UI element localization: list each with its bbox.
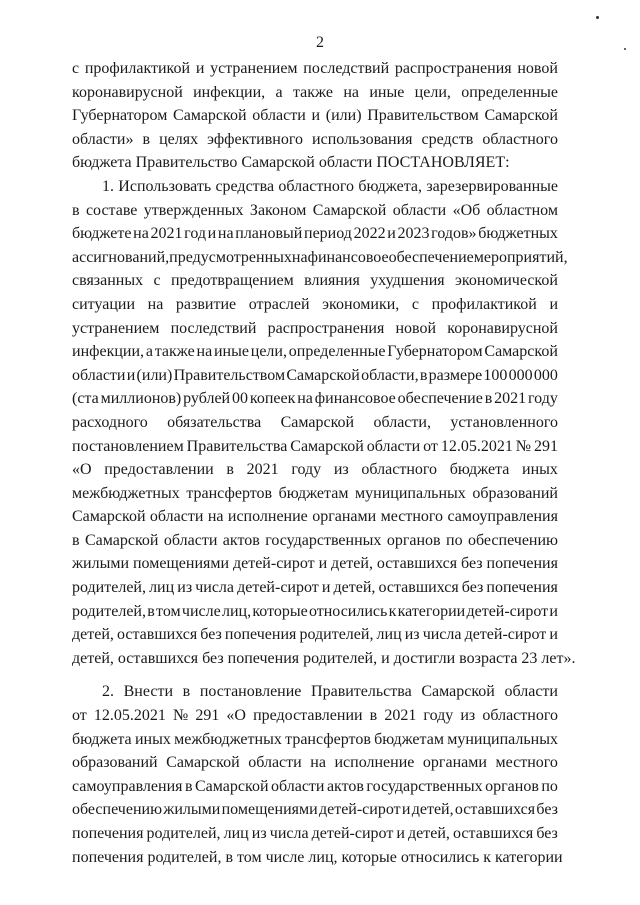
text-line	[72, 57, 558, 81]
word: обеспечение	[397, 390, 483, 408]
word: предоставлении	[253, 707, 363, 725]
word: предусмотренных	[169, 248, 292, 266]
word: попечения	[224, 626, 297, 644]
text-line	[72, 552, 558, 576]
text-line	[72, 728, 558, 752]
word: распространения	[267, 319, 385, 337]
word: также	[154, 343, 195, 361]
word: размере	[428, 366, 483, 384]
word: которые	[252, 602, 308, 620]
word: влияния	[304, 272, 360, 290]
word: оставшихся	[116, 626, 198, 644]
word: числе	[181, 602, 221, 620]
word: лиц	[223, 825, 249, 842]
word: Самарской	[484, 107, 558, 125]
word: эффективного	[207, 130, 304, 148]
word: цели,	[414, 83, 451, 101]
page-number: 2	[316, 34, 324, 51]
word: 12.05.2021	[440, 437, 513, 455]
word: области,	[361, 366, 419, 384]
word: «О	[226, 707, 246, 725]
word: местного	[495, 754, 558, 772]
text-line	[72, 411, 558, 435]
word: новой	[517, 60, 558, 77]
text-line	[72, 505, 558, 529]
text-line	[72, 751, 558, 775]
text-line	[72, 104, 558, 128]
text-line	[72, 529, 558, 553]
word: обеспечению	[467, 531, 558, 549]
word: обеспечению	[72, 801, 163, 819]
word: лиц	[149, 579, 175, 597]
text-line	[72, 317, 558, 341]
word: году	[291, 461, 322, 479]
word: жилыми	[72, 555, 130, 573]
word: по	[541, 777, 558, 795]
word: (или)	[136, 366, 173, 384]
word: 2021	[246, 461, 279, 479]
word: новой	[395, 319, 437, 337]
word: году	[528, 390, 558, 408]
text-line	[72, 199, 558, 223]
word: детей,	[411, 801, 454, 819]
word: определенные	[461, 83, 558, 101]
paragraph-intro	[72, 57, 558, 175]
word: 2023	[397, 225, 430, 243]
word: установленного	[450, 413, 558, 431]
word: (ста	[72, 390, 99, 408]
word: образований	[72, 754, 158, 772]
word: органов	[386, 531, 441, 549]
text-line	[72, 246, 568, 270]
word: 2021	[494, 390, 527, 408]
word: от	[72, 707, 87, 725]
text-line	[72, 458, 558, 482]
word: Самарской	[72, 508, 146, 526]
word: отраслей	[248, 295, 310, 313]
word: Самарской	[280, 413, 355, 431]
text-line	[72, 269, 558, 293]
word: и	[401, 801, 411, 819]
word: утвержденных	[143, 201, 244, 219]
word: области	[72, 366, 126, 384]
word: Самарской	[312, 201, 387, 219]
word: областного	[361, 461, 438, 479]
word: числа	[195, 579, 235, 597]
word: Законом	[249, 201, 307, 219]
word: а	[275, 83, 283, 101]
word: исполнение	[334, 754, 415, 772]
word: муниципальных	[355, 484, 466, 502]
word: профилактикой	[431, 295, 537, 313]
text-line	[72, 222, 558, 246]
word: Самарской	[484, 343, 558, 361]
word: том	[156, 602, 181, 620]
word: из	[460, 707, 476, 725]
word: области	[366, 437, 421, 455]
word: №	[172, 707, 189, 725]
word: бюджетам	[374, 730, 444, 748]
word: органов	[485, 777, 539, 795]
word: и	[207, 225, 217, 243]
word: детей-сирот	[311, 825, 394, 842]
text-line: бюджета Правительство Самарской области ПОСТАНОВЛЯЕТ:	[72, 154, 510, 172]
text-line	[72, 340, 558, 364]
word: цели,	[250, 343, 287, 361]
word: без	[536, 801, 558, 819]
word: образований	[472, 484, 558, 502]
word: оставшихся	[378, 579, 459, 597]
word: детей,	[333, 579, 376, 597]
word: числа	[269, 825, 309, 842]
word: год	[184, 225, 206, 243]
text-line	[72, 576, 558, 600]
word: лиц,	[221, 602, 252, 620]
word: использования	[312, 130, 413, 148]
word: в	[142, 130, 151, 148]
word: инфекции,	[72, 343, 145, 361]
word: и	[195, 60, 205, 77]
word: экономики,	[322, 295, 400, 313]
word: области	[163, 531, 218, 549]
word: на	[133, 225, 149, 243]
word: с	[72, 60, 80, 77]
word: муниципальных	[447, 730, 558, 748]
text-line	[72, 482, 558, 506]
document-body	[72, 57, 576, 869]
word: оставшихся	[454, 801, 536, 819]
word: области	[252, 107, 306, 125]
word: 2021	[384, 707, 417, 725]
word: с	[153, 272, 161, 290]
scan-speck	[596, 16, 599, 19]
word: а	[145, 343, 153, 361]
word: областного	[278, 177, 355, 195]
word: Использовать	[118, 177, 212, 195]
word: средств	[421, 130, 474, 148]
word: области	[504, 683, 558, 701]
word: иных	[522, 461, 558, 479]
word: самоуправления	[72, 777, 183, 795]
word: предотвращением	[170, 272, 294, 290]
word: области	[270, 777, 325, 795]
word: трансфертов	[186, 484, 273, 502]
word: в	[226, 461, 234, 479]
word: Самарской	[166, 754, 240, 772]
word: также	[292, 83, 333, 101]
word: 00	[231, 390, 248, 408]
word: попечения	[486, 579, 558, 597]
word: на	[196, 343, 213, 361]
word: межбюджетных	[72, 484, 180, 502]
word: плановый	[235, 225, 303, 243]
word: иных	[134, 730, 171, 748]
word: бюджета	[449, 461, 510, 479]
word: трансфертов	[285, 730, 371, 748]
word: 291	[534, 437, 558, 455]
word: 2022	[353, 225, 386, 243]
word: Правительством	[367, 107, 479, 125]
word: Правительством	[173, 366, 286, 384]
word: Самарской	[286, 366, 360, 384]
text-line	[72, 680, 558, 704]
word: области»	[72, 130, 134, 148]
word: Губернатором	[72, 107, 168, 125]
word: 291	[195, 707, 220, 725]
word: иные	[213, 343, 249, 361]
word: оставшихся	[376, 555, 458, 573]
word: миллионов)	[100, 390, 182, 408]
word: по	[446, 531, 463, 549]
paragraph-item-2	[72, 680, 563, 869]
word: из	[404, 626, 420, 644]
word: связанных	[72, 272, 144, 290]
word: и	[549, 295, 558, 313]
word: и	[311, 107, 321, 125]
text-line: детей, оставшихся без попечения родителей, и достигли возраста 23 лет».	[72, 649, 576, 667]
word: без	[461, 555, 483, 573]
word: относились	[308, 602, 388, 620]
word: зарезервированные	[426, 177, 558, 195]
text-line	[72, 364, 558, 388]
word: в	[72, 201, 80, 219]
text-line	[72, 175, 558, 199]
word: финансовое	[307, 248, 389, 266]
word: числа	[422, 626, 462, 644]
word: в	[369, 707, 378, 725]
word: в	[72, 531, 80, 549]
word: и	[387, 225, 396, 243]
word: детей,	[331, 555, 373, 573]
word: в	[184, 777, 193, 795]
word: в	[419, 366, 428, 384]
word: органами	[422, 754, 487, 772]
word: Самарской	[84, 531, 159, 549]
word: Внести	[123, 683, 174, 701]
word: государственных	[265, 531, 382, 549]
word: на	[310, 754, 326, 772]
word: 000	[508, 366, 533, 384]
word: распространения	[394, 60, 512, 77]
word: ситуации	[72, 295, 136, 313]
word: исполнение	[227, 508, 308, 526]
word: определенные	[288, 343, 386, 361]
word: на	[147, 295, 164, 313]
word: родителей,	[72, 602, 146, 620]
word: детей-сирот	[232, 555, 315, 573]
word: 2021	[150, 225, 183, 243]
word: и	[396, 825, 405, 842]
word: областном	[486, 201, 558, 219]
word: без	[536, 825, 558, 842]
word: и	[126, 366, 136, 384]
word: области	[248, 754, 302, 772]
word: органами	[312, 508, 377, 526]
word: из	[333, 461, 349, 479]
word: Самарской	[173, 107, 247, 125]
word: целях	[159, 130, 199, 148]
word: к	[388, 602, 397, 620]
word: и	[549, 626, 558, 644]
word: на	[207, 508, 224, 526]
word: устранением	[72, 319, 160, 337]
word: коронавирусной	[72, 83, 183, 101]
word: области,	[373, 413, 431, 431]
word: последствий	[170, 319, 257, 337]
text-line	[72, 81, 558, 105]
word: категории	[397, 602, 466, 620]
word: коронавирусной	[447, 319, 558, 337]
word: помещениями	[132, 555, 230, 573]
word: инфекции,	[193, 83, 266, 101]
word: бюджете	[72, 225, 132, 243]
word: №	[515, 437, 532, 455]
text-line	[72, 623, 558, 647]
word: из	[251, 825, 267, 842]
word: годов»	[431, 225, 477, 243]
word: от	[423, 437, 438, 455]
text-line	[72, 387, 558, 411]
word: Самарской	[290, 437, 364, 455]
text-line	[72, 128, 558, 152]
word: на	[291, 248, 308, 266]
word: на	[217, 225, 234, 243]
word: финансовое	[314, 390, 396, 408]
word: «Об	[452, 201, 481, 219]
word: составе	[85, 201, 138, 219]
word: из	[177, 579, 193, 597]
word: Губернатором	[387, 343, 483, 361]
word: устранением	[210, 60, 298, 77]
word: без	[461, 579, 484, 597]
word: и	[318, 555, 328, 573]
word: области	[392, 201, 447, 219]
word: бюджета	[72, 730, 132, 748]
word: профилактикой	[84, 60, 191, 77]
word: рублей	[183, 390, 231, 408]
word: ухудшения	[370, 272, 445, 290]
word: 100	[483, 366, 508, 384]
word: областного	[482, 130, 558, 148]
word: попечения	[486, 555, 558, 573]
word: детей-сирот	[237, 579, 319, 597]
word: (или)	[325, 107, 362, 125]
text-line: попечения родителей, в том числе лиц, которые относились к категории	[72, 848, 563, 866]
text-line	[72, 775, 558, 799]
word: бюджета,	[358, 177, 423, 195]
word: актов	[326, 777, 364, 795]
word: бюджетных	[478, 225, 558, 243]
word: постановление	[199, 683, 302, 701]
word: детей,	[408, 825, 450, 842]
word: ассигнований,	[72, 248, 170, 266]
text-line	[72, 798, 558, 822]
text-line	[72, 435, 558, 459]
word: Самарской	[421, 683, 495, 701]
word: самоуправления	[447, 508, 558, 526]
word: межбюджетных	[174, 730, 282, 748]
word: попечения	[72, 825, 144, 842]
word: и	[549, 602, 558, 620]
word: местного	[380, 508, 444, 526]
word: оставшихся	[453, 825, 534, 842]
word: с	[411, 295, 419, 313]
text-line	[72, 704, 558, 728]
word: детей-сирот	[466, 602, 549, 620]
word: детей-сирот	[318, 801, 401, 819]
word: 000	[533, 366, 558, 384]
word: Самарской	[195, 777, 269, 795]
word: Правительства	[311, 683, 412, 701]
word: последствий	[303, 60, 390, 77]
word: году	[423, 707, 454, 725]
text-line	[72, 293, 558, 317]
word: предоставлении	[104, 461, 214, 479]
text-line	[72, 600, 558, 624]
word: расходного	[72, 413, 148, 431]
paragraph-item-1	[72, 175, 576, 670]
text-line	[72, 822, 558, 846]
word: обеспечение	[388, 248, 474, 266]
word: бюджетам	[278, 484, 349, 502]
word: средства	[215, 177, 275, 195]
word: и	[321, 579, 331, 597]
word: в	[147, 602, 155, 620]
word: областного	[482, 707, 558, 725]
word: развитие	[175, 295, 237, 313]
word: 1.	[102, 177, 114, 195]
word: мероприятий,	[473, 248, 568, 266]
word: обязательства	[167, 413, 262, 431]
word: постановлением	[72, 437, 184, 455]
word: в	[484, 390, 493, 408]
word: экономической	[455, 272, 558, 290]
word: период	[304, 225, 352, 243]
word: родителей,	[299, 626, 374, 644]
word: на	[343, 83, 359, 101]
word: жилыми	[163, 801, 221, 819]
word: без	[200, 626, 222, 644]
word: помещениями	[221, 801, 318, 819]
word: актов	[222, 531, 260, 549]
word: лиц	[376, 626, 402, 644]
word: 12.05.2021	[93, 707, 166, 725]
word: родителей,	[146, 825, 221, 842]
word: «О	[72, 461, 92, 479]
word: 2.	[102, 683, 114, 701]
word: области	[149, 508, 204, 526]
word: государственных	[366, 777, 483, 795]
word: родителей,	[72, 579, 146, 597]
word: Правительства	[186, 437, 288, 455]
word: копеек	[249, 390, 296, 408]
word: иные	[369, 83, 405, 101]
word: детей-сирот	[464, 626, 547, 644]
word: в	[182, 683, 191, 701]
word: на	[297, 390, 313, 408]
word: детей,	[72, 626, 114, 644]
